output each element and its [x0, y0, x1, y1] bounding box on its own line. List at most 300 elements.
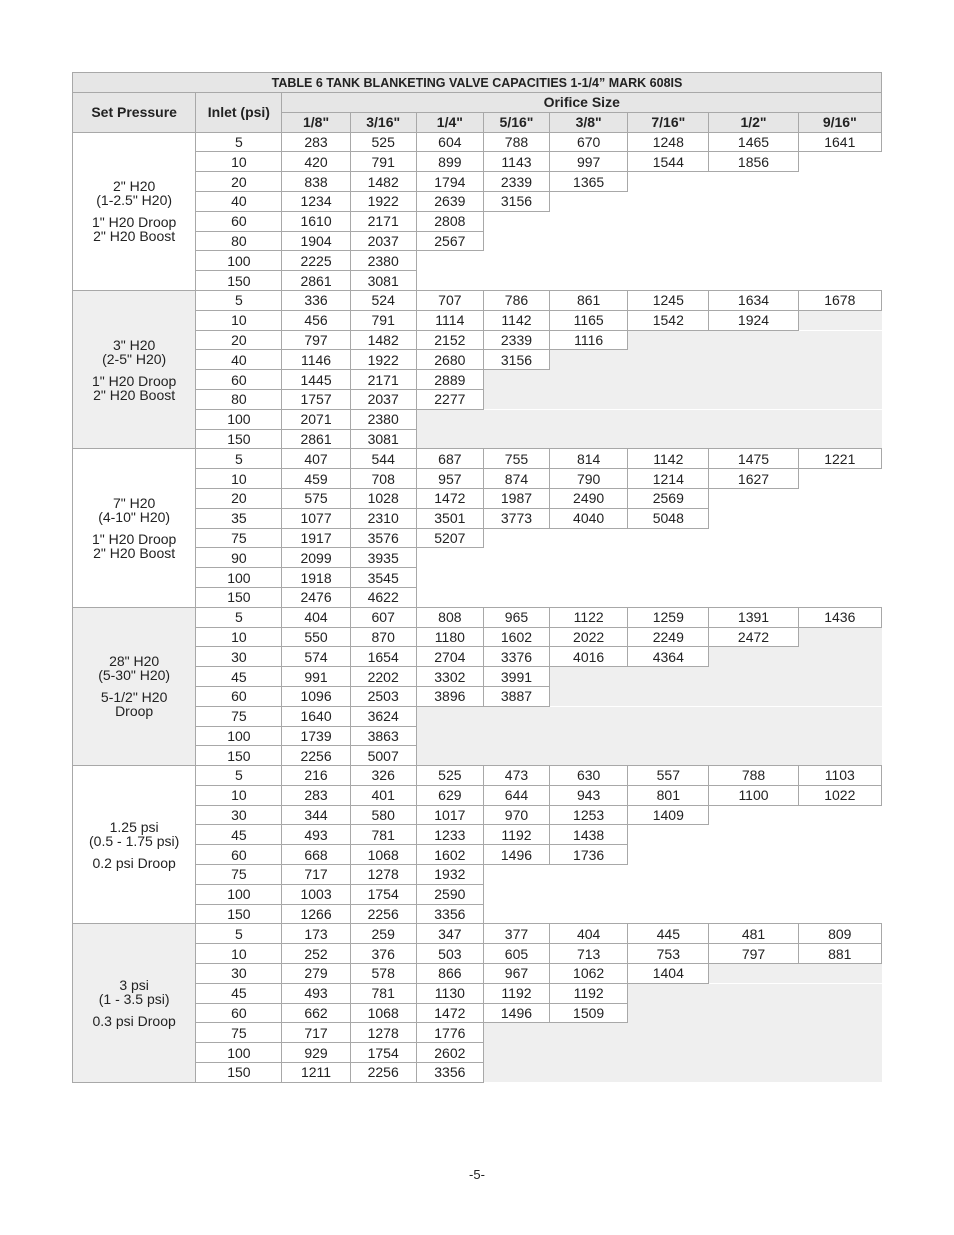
inlet-cell: 5 — [196, 449, 282, 469]
capacity-cell: 3356 — [416, 904, 483, 924]
capacity-cell: 1678 — [798, 290, 881, 310]
capacity-cell: 1096 — [282, 686, 350, 706]
set-pressure-text: 3 psi — [119, 977, 149, 994]
empty-cell — [628, 1003, 882, 1023]
inlet-cell: 20 — [196, 172, 282, 192]
inlet-cell: 100 — [196, 884, 282, 904]
capacity-cell: 1904 — [282, 231, 350, 251]
capacity-cell: 838 — [282, 172, 350, 192]
capacity-cell: 3156 — [483, 350, 549, 370]
inlet-cell: 75 — [196, 1023, 282, 1043]
capacity-cell: 3302 — [416, 667, 483, 687]
table-body — [73, 132, 882, 1082]
capacity-cell: 670 — [550, 132, 628, 152]
capacity-cell: 1472 — [416, 1003, 483, 1023]
capacity-cell: 3081 — [350, 429, 416, 449]
capacity-cell: 2256 — [350, 1063, 416, 1083]
capacity-cell: 1917 — [282, 528, 350, 548]
capacity-cell: 3501 — [416, 508, 483, 528]
capacity-cell: 404 — [550, 924, 628, 944]
capacity-cell: 550 — [282, 627, 350, 647]
capacity-cell: 790 — [550, 469, 628, 489]
inlet-cell: 10 — [196, 627, 282, 647]
orifice-size-header: Orifice Size — [282, 93, 882, 113]
inlet-cell: 20 — [196, 488, 282, 508]
capacity-cell: 377 — [483, 924, 549, 944]
capacity-cell: 1602 — [416, 845, 483, 865]
droop-text: Droop — [115, 703, 154, 720]
capacity-cell: 544 — [350, 449, 416, 469]
table-row — [73, 924, 882, 944]
inlet-cell: 5 — [196, 290, 282, 310]
capacity-cell: 1211 — [282, 1063, 350, 1083]
capacity-cell: 1924 — [709, 310, 798, 330]
capacity-cell: 347 — [416, 924, 483, 944]
droop-text: 1" H20 Droop — [91, 531, 177, 548]
empty-cell — [416, 251, 881, 271]
droop-note — [77, 532, 191, 560]
inlet-cell: 30 — [196, 647, 282, 667]
capacity-cell: 574 — [282, 647, 350, 667]
capacity-cell: 1776 — [416, 1023, 483, 1043]
capacity-cell: 2171 — [350, 370, 416, 390]
empty-cell — [798, 310, 881, 330]
inlet-cell: 10 — [196, 469, 282, 489]
inlet-cell: 80 — [196, 389, 282, 409]
capacity-cell: 336 — [282, 290, 350, 310]
capacity-cell: 1496 — [483, 1003, 549, 1023]
capacity-cell: 991 — [282, 667, 350, 687]
capacity-cell: 1103 — [798, 766, 881, 786]
capacity-cell: 604 — [416, 132, 483, 152]
capacity-cell: 1654 — [350, 647, 416, 667]
capacity-cell: 4622 — [350, 587, 416, 607]
capacity-cell: 407 — [282, 449, 350, 469]
capacity-cell: 3156 — [483, 191, 549, 211]
orifice-size-cell: 1/8" — [282, 112, 350, 132]
capacity-cell: 2037 — [350, 389, 416, 409]
empty-cell — [483, 211, 881, 231]
capacity-cell: 1922 — [350, 350, 416, 370]
capacity-cell: 557 — [628, 766, 709, 786]
capacity-cell: 791 — [350, 152, 416, 172]
capacity-cell: 2037 — [350, 231, 416, 251]
empty-cell — [798, 469, 881, 489]
inlet-cell: 40 — [196, 350, 282, 370]
capacity-cell: 1438 — [550, 825, 628, 845]
capacity-cell: 781 — [350, 983, 416, 1003]
inlet-cell: 5 — [196, 607, 282, 627]
set-pressure-cell — [73, 290, 196, 448]
set-pressure-cell — [73, 607, 196, 765]
capacity-cell: 1266 — [282, 904, 350, 924]
inlet-cell: 150 — [196, 429, 282, 449]
capacity-cell: 1436 — [798, 607, 881, 627]
capacity-cell: 2277 — [416, 389, 483, 409]
capacity-cell: 3935 — [350, 548, 416, 568]
capacity-cell: 1122 — [550, 607, 628, 627]
capacity-cell: 1627 — [709, 469, 798, 489]
capacity-cell: 791 — [350, 310, 416, 330]
capacity-cell: 1259 — [628, 607, 709, 627]
capacity-cell: 870 — [350, 627, 416, 647]
capacity-cell: 2339 — [483, 330, 549, 350]
capacity-cell: 1542 — [628, 310, 709, 330]
droop-text: 2" H20 Boost — [93, 228, 176, 245]
capacity-cell: 2202 — [350, 667, 416, 687]
empty-cell — [550, 191, 882, 211]
droop-text: 0.2 psi Droop — [92, 854, 176, 871]
capacity-cell: 605 — [483, 944, 549, 964]
capacity-cell: 707 — [416, 290, 483, 310]
capacity-cell: 4040 — [550, 508, 628, 528]
capacity-cell: 1404 — [628, 964, 709, 984]
capacity-cell: 607 — [350, 607, 416, 627]
capacity-cell: 404 — [282, 607, 350, 627]
capacity-cell: 1022 — [798, 785, 881, 805]
capacity-cell: 420 — [282, 152, 350, 172]
empty-cell — [798, 627, 881, 647]
inlet-cell: 60 — [196, 211, 282, 231]
inlet-cell: 80 — [196, 231, 282, 251]
capacity-cell: 4364 — [628, 647, 709, 667]
capacity-cell: 2476 — [282, 587, 350, 607]
capacity-cell: 1640 — [282, 706, 350, 726]
empty-cell — [416, 746, 881, 766]
inlet-cell: 150 — [196, 746, 282, 766]
capacity-cell: 1278 — [350, 865, 416, 885]
set-pressure-text: (1 - 3.5 psi) — [98, 991, 170, 1008]
capacity-cell: 967 — [483, 964, 549, 984]
empty-cell — [483, 1063, 881, 1083]
empty-cell — [483, 1043, 881, 1063]
inlet-cell: 100 — [196, 568, 282, 588]
capacity-cell: 279 — [282, 964, 350, 984]
capacity-cell: 2861 — [282, 429, 350, 449]
empty-cell — [628, 172, 882, 192]
capacity-cell: 445 — [628, 924, 709, 944]
capacity-cell: 1544 — [628, 152, 709, 172]
empty-cell — [416, 409, 881, 429]
inlet-cell: 45 — [196, 825, 282, 845]
capacity-cell: 216 — [282, 766, 350, 786]
table-row — [73, 449, 882, 469]
empty-cell — [416, 706, 881, 726]
orifice-size-cell: 1/4" — [416, 112, 483, 132]
set-pressure-text: 3" H20 — [112, 336, 156, 353]
capacity-cell: 1062 — [550, 964, 628, 984]
capacity-cell: 5207 — [416, 528, 483, 548]
capacity-cell: 2639 — [416, 191, 483, 211]
empty-cell — [483, 1023, 881, 1043]
inlet-cell: 60 — [196, 686, 282, 706]
capacity-cell: 1028 — [350, 488, 416, 508]
set-pressure-cell — [73, 132, 196, 290]
capacity-cell: 503 — [416, 944, 483, 964]
capacity-cell: 687 — [416, 449, 483, 469]
capacity-cell: 401 — [350, 785, 416, 805]
empty-cell — [483, 884, 881, 904]
inlet-cell: 30 — [196, 964, 282, 984]
capacity-cell: 3991 — [483, 667, 549, 687]
capacity-cell: 2472 — [709, 627, 798, 647]
inlet-cell: 10 — [196, 152, 282, 172]
inlet-cell: 40 — [196, 191, 282, 211]
empty-cell — [709, 508, 882, 528]
capacity-cell: 1482 — [350, 330, 416, 350]
capacity-cell: 1143 — [483, 152, 549, 172]
capacity-cell: 788 — [709, 766, 798, 786]
capacity-cell: 1214 — [628, 469, 709, 489]
droop-note — [77, 690, 191, 718]
inlet-cell: 20 — [196, 330, 282, 350]
capacity-cell: 2171 — [350, 211, 416, 231]
set-pressure-text: (2-5" H20) — [102, 350, 167, 367]
capacity-cell: 997 — [550, 152, 628, 172]
table-row — [73, 132, 882, 152]
table-row — [73, 290, 882, 310]
capacity-cell: 1234 — [282, 191, 350, 211]
droop-text: 1" H20 Droop — [91, 372, 177, 389]
capacity-cell: 2569 — [628, 488, 709, 508]
orifice-size-cell: 3/16" — [350, 112, 416, 132]
inlet-cell: 45 — [196, 667, 282, 687]
droop-text: 0.3 psi Droop — [92, 1013, 176, 1030]
table-row — [73, 766, 882, 786]
droop-note — [77, 374, 191, 402]
empty-cell — [483, 389, 881, 409]
capacity-cell: 2590 — [416, 884, 483, 904]
valve-capacity-table — [72, 72, 882, 1083]
capacity-cell: 1754 — [350, 1043, 416, 1063]
inlet-cell: 30 — [196, 805, 282, 825]
orifice-size-cell: 9/16" — [798, 112, 881, 132]
capacity-cell: 2680 — [416, 350, 483, 370]
capacity-cell: 1922 — [350, 191, 416, 211]
capacity-cell: 1003 — [282, 884, 350, 904]
inlet-header: Inlet (psi) — [196, 93, 282, 133]
empty-cell — [483, 528, 881, 548]
capacity-cell: 786 — [483, 290, 549, 310]
inlet-cell: 10 — [196, 944, 282, 964]
capacity-cell: 2490 — [550, 488, 628, 508]
capacity-cell: 1754 — [350, 884, 416, 904]
capacity-cell: 575 — [282, 488, 350, 508]
capacity-cell: 1409 — [628, 805, 709, 825]
inlet-cell: 100 — [196, 1043, 282, 1063]
capacity-cell: 2380 — [350, 251, 416, 271]
set-pressure-text: 2" H20 — [112, 178, 156, 195]
capacity-cell: 755 — [483, 449, 549, 469]
capacity-cell: 1142 — [628, 449, 709, 469]
empty-cell — [550, 686, 882, 706]
droop-text: 5-1/2" H20 — [100, 689, 168, 706]
capacity-cell: 5048 — [628, 508, 709, 528]
table-row — [73, 607, 882, 627]
capacity-cell: 808 — [416, 607, 483, 627]
capacity-cell: 797 — [709, 944, 798, 964]
capacity-cell: 662 — [282, 1003, 350, 1023]
capacity-cell: 1165 — [550, 310, 628, 330]
empty-cell — [483, 865, 881, 885]
capacity-cell: 809 — [798, 924, 881, 944]
table-title: TABLE 6 TANK BLANKETING VALVE CAPACITIES 1-1/4” MARK 608IS — [73, 73, 882, 93]
capacity-cell: 1365 — [550, 172, 628, 192]
empty-cell — [628, 330, 882, 350]
capacity-cell: 1496 — [483, 845, 549, 865]
capacity-cell: 3896 — [416, 686, 483, 706]
capacity-cell: 3356 — [416, 1063, 483, 1083]
capacity-cell: 1248 — [628, 132, 709, 152]
inlet-cell: 150 — [196, 271, 282, 291]
empty-cell — [550, 667, 882, 687]
capacity-cell: 493 — [282, 983, 350, 1003]
capacity-cell: 3773 — [483, 508, 549, 528]
capacity-cell: 1445 — [282, 370, 350, 390]
inlet-cell: 10 — [196, 785, 282, 805]
capacity-cell: 1856 — [709, 152, 798, 172]
capacity-cell: 2249 — [628, 627, 709, 647]
capacity-cell: 2152 — [416, 330, 483, 350]
capacity-cell: 2256 — [282, 746, 350, 766]
capacity-cell: 459 — [282, 469, 350, 489]
capacity-cell: 1634 — [709, 290, 798, 310]
empty-cell — [416, 587, 881, 607]
set-pressure-cell — [73, 766, 196, 924]
capacity-cell: 1509 — [550, 1003, 628, 1023]
capacity-cell: 801 — [628, 785, 709, 805]
capacity-cell: 2704 — [416, 647, 483, 667]
capacity-cell: 3887 — [483, 686, 549, 706]
capacity-cell: 1641 — [798, 132, 881, 152]
capacity-cell: 970 — [483, 805, 549, 825]
capacity-cell: 326 — [350, 766, 416, 786]
capacity-cell: 797 — [282, 330, 350, 350]
set-pressure-text: 28" H20 — [109, 653, 160, 670]
inlet-cell: 5 — [196, 924, 282, 944]
capacity-cell: 630 — [550, 766, 628, 786]
droop-text: 1" H20 Droop — [91, 214, 177, 231]
capacity-cell: 2889 — [416, 370, 483, 390]
capacity-cell: 3624 — [350, 706, 416, 726]
orifice-size-cell: 1/2" — [709, 112, 798, 132]
capacity-cell: 717 — [282, 1023, 350, 1043]
capacity-cell: 866 — [416, 964, 483, 984]
capacity-cell: 3081 — [350, 271, 416, 291]
set-pressure-text: (5-30" H20) — [98, 667, 171, 684]
capacity-cell: 1736 — [550, 845, 628, 865]
empty-cell — [628, 845, 882, 865]
capacity-cell: 1233 — [416, 825, 483, 845]
empty-cell — [416, 726, 881, 746]
inlet-cell: 35 — [196, 508, 282, 528]
orifice-size-cell: 5/16" — [483, 112, 549, 132]
set-pressure-header: Set Pressure — [73, 93, 196, 133]
capacity-cell: 1192 — [483, 983, 549, 1003]
capacity-cell: 1391 — [709, 607, 798, 627]
capacity-cell: 753 — [628, 944, 709, 964]
empty-cell — [550, 350, 882, 370]
set-pressure-text: 7" H20 — [112, 495, 156, 512]
capacity-cell: 481 — [709, 924, 798, 944]
droop-note — [77, 856, 191, 870]
capacity-cell: 3576 — [350, 528, 416, 548]
empty-cell — [416, 271, 881, 291]
capacity-cell: 1757 — [282, 389, 350, 409]
inlet-cell: 10 — [196, 310, 282, 330]
inlet-cell: 150 — [196, 904, 282, 924]
capacity-cell: 713 — [550, 944, 628, 964]
table-header — [73, 73, 882, 133]
capacity-cell: 874 — [483, 469, 549, 489]
capacity-cell: 943 — [550, 785, 628, 805]
empty-cell — [709, 805, 882, 825]
set-pressure-text: (4-10" H20) — [98, 509, 171, 526]
empty-cell — [483, 904, 881, 924]
capacity-cell: 580 — [350, 805, 416, 825]
capacity-cell: 1017 — [416, 805, 483, 825]
capacity-cell: 1602 — [483, 627, 549, 647]
capacity-cell: 2503 — [350, 686, 416, 706]
inlet-cell: 45 — [196, 983, 282, 1003]
orifice-size-cell: 7/16" — [628, 112, 709, 132]
empty-cell — [416, 548, 881, 568]
capacity-cell: 629 — [416, 785, 483, 805]
capacity-cell: 525 — [350, 132, 416, 152]
inlet-cell: 60 — [196, 1003, 282, 1023]
set-pressure-cell — [73, 924, 196, 1082]
capacity-cell: 1465 — [709, 132, 798, 152]
capacity-cell: 2808 — [416, 211, 483, 231]
capacity-cell: 173 — [282, 924, 350, 944]
empty-cell — [483, 231, 881, 251]
capacity-cell: 965 — [483, 607, 549, 627]
capacity-cell: 881 — [798, 944, 881, 964]
capacity-cell: 1192 — [483, 825, 549, 845]
empty-cell — [709, 964, 882, 984]
capacity-cell: 781 — [350, 825, 416, 845]
capacity-cell: 376 — [350, 944, 416, 964]
capacity-cell: 1180 — [416, 627, 483, 647]
capacity-cell: 788 — [483, 132, 549, 152]
inlet-cell: 150 — [196, 587, 282, 607]
droop-note — [77, 1014, 191, 1028]
capacity-cell: 861 — [550, 290, 628, 310]
inlet-cell: 75 — [196, 865, 282, 885]
capacity-cell: 1100 — [709, 785, 798, 805]
capacity-cell: 2225 — [282, 251, 350, 271]
capacity-cell: 1472 — [416, 488, 483, 508]
capacity-cell: 1245 — [628, 290, 709, 310]
inlet-cell: 60 — [196, 370, 282, 390]
capacity-cell: 3376 — [483, 647, 549, 667]
capacity-cell: 1192 — [550, 983, 628, 1003]
empty-cell — [416, 568, 881, 588]
set-pressure-text: (1-2.5" H20) — [96, 192, 173, 209]
capacity-cell: 1794 — [416, 172, 483, 192]
empty-cell — [416, 429, 881, 449]
capacity-cell: 1278 — [350, 1023, 416, 1043]
capacity-cell: 1114 — [416, 310, 483, 330]
capacity-cell: 2310 — [350, 508, 416, 528]
capacity-cell: 814 — [550, 449, 628, 469]
capacity-cell: 2380 — [350, 409, 416, 429]
capacity-cell: 1130 — [416, 983, 483, 1003]
capacity-cell: 1739 — [282, 726, 350, 746]
capacity-cell: 668 — [282, 845, 350, 865]
capacity-cell: 1068 — [350, 1003, 416, 1023]
capacity-cell: 708 — [350, 469, 416, 489]
